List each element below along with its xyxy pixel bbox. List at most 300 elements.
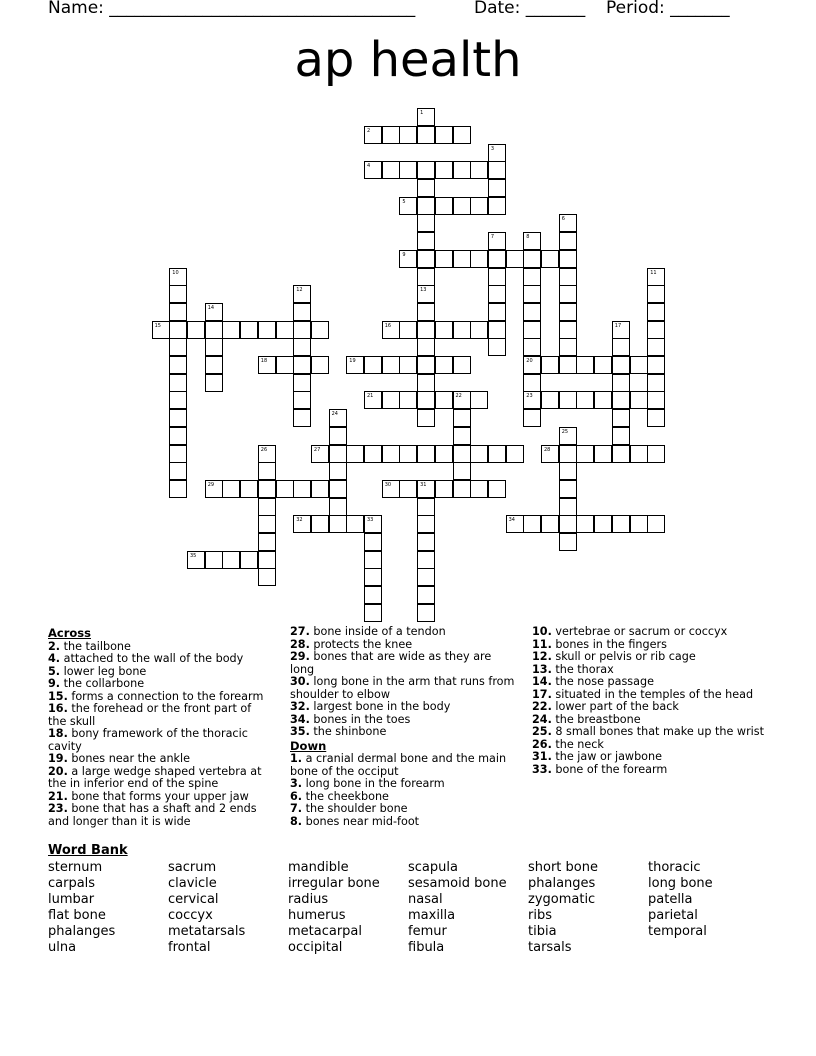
grid-cell[interactable] bbox=[612, 445, 630, 463]
grid-cell[interactable] bbox=[293, 356, 311, 374]
grid-cell[interactable] bbox=[417, 321, 435, 339]
clue-number: 30 bbox=[384, 481, 392, 488]
grid-cell[interactable] bbox=[417, 586, 435, 604]
grid-cell[interactable] bbox=[205, 374, 223, 392]
word-bank-entry: scapula bbox=[408, 860, 458, 875]
grid-cell[interactable] bbox=[329, 498, 347, 516]
grid-cell[interactable] bbox=[329, 409, 347, 427]
grid-cell[interactable] bbox=[293, 303, 311, 321]
grid-cell[interactable] bbox=[169, 303, 187, 321]
grid-cell[interactable] bbox=[488, 303, 506, 321]
grid-cell[interactable] bbox=[488, 445, 506, 463]
grid-cell[interactable] bbox=[488, 144, 506, 162]
grid-cell[interactable] bbox=[169, 480, 187, 498]
grid-cell[interactable] bbox=[417, 551, 435, 569]
clue-item: 6. the cheekbone bbox=[290, 789, 389, 803]
grid-cell[interactable] bbox=[523, 391, 541, 409]
grid-cell[interactable] bbox=[258, 462, 276, 480]
grid-cell[interactable] bbox=[169, 321, 187, 339]
word-bank-entry: long bone bbox=[648, 876, 713, 891]
period-field-label: Period: _______ bbox=[606, 0, 730, 18]
date-field-label: Date: _______ bbox=[474, 0, 586, 18]
clue-item: 20. a large wedge shaped vertebra at the in inferior end of the spine bbox=[48, 764, 262, 790]
grid-cell[interactable] bbox=[559, 338, 577, 356]
grid-cell[interactable] bbox=[417, 126, 435, 144]
grid-cell[interactable] bbox=[382, 391, 400, 409]
grid-cell[interactable] bbox=[205, 321, 223, 339]
grid-cell[interactable] bbox=[523, 268, 541, 286]
clue-number: 32 bbox=[296, 517, 303, 524]
grid-cell[interactable] bbox=[205, 303, 223, 321]
clue-number: 33 bbox=[367, 517, 374, 524]
grid-cell[interactable] bbox=[364, 391, 382, 409]
grid-cell[interactable] bbox=[364, 586, 382, 604]
grid-cell[interactable] bbox=[559, 268, 577, 286]
clue-number: 31 bbox=[420, 481, 427, 488]
grid-cell[interactable] bbox=[311, 515, 329, 533]
grid-cell[interactable] bbox=[647, 338, 665, 356]
grid-cell[interactable] bbox=[258, 480, 276, 498]
word-bank-entry: maxilla bbox=[408, 908, 456, 923]
clue-item: 23. bone that has a shaft and 2 ends and longer than it is wide bbox=[48, 802, 257, 828]
grid-cell[interactable] bbox=[435, 161, 453, 179]
grid-cell[interactable] bbox=[169, 338, 187, 356]
grid-cell[interactable] bbox=[453, 161, 471, 179]
grid-cell[interactable] bbox=[187, 321, 205, 339]
clue-item: 7. the shoulder bone bbox=[290, 802, 408, 815]
grid-cell[interactable] bbox=[329, 445, 347, 463]
grid-cell[interactable] bbox=[187, 551, 205, 569]
grid-cell[interactable] bbox=[417, 480, 435, 498]
grid-cell[interactable] bbox=[364, 445, 382, 463]
grid-cell[interactable] bbox=[417, 338, 435, 356]
grid-cell[interactable] bbox=[523, 250, 541, 268]
clue-item: 31. the jaw or jawbone bbox=[532, 750, 663, 763]
grid-cell[interactable] bbox=[523, 338, 541, 356]
grid-cell[interactable] bbox=[364, 551, 382, 569]
grid-cell[interactable] bbox=[559, 462, 577, 480]
word-bank-entry: metacarpal bbox=[288, 924, 363, 939]
grid-cell[interactable] bbox=[346, 515, 364, 533]
grid-cell[interactable] bbox=[630, 445, 648, 463]
grid-cell[interactable] bbox=[417, 515, 435, 533]
grid-cell[interactable] bbox=[258, 533, 276, 551]
word-bank-entry: ulna bbox=[48, 940, 77, 955]
grid-cell[interactable] bbox=[399, 356, 417, 374]
clue-number: 5 bbox=[402, 198, 406, 205]
grid-cell[interactable] bbox=[630, 356, 648, 374]
grid-cell[interactable] bbox=[576, 445, 594, 463]
grid-cell[interactable] bbox=[541, 356, 559, 374]
grid-cell[interactable] bbox=[470, 250, 488, 268]
grid-cell[interactable] bbox=[293, 409, 311, 427]
grid-cell[interactable] bbox=[559, 445, 577, 463]
clue-item: 22. lower part of the back bbox=[532, 700, 679, 713]
name-field-label: Name: ____________________________________ bbox=[48, 0, 416, 18]
grid-cell[interactable] bbox=[559, 498, 577, 516]
grid-cell[interactable] bbox=[364, 356, 382, 374]
clue-item: 2. the tailbone bbox=[48, 639, 131, 653]
grid-cell[interactable] bbox=[329, 515, 347, 533]
clue-number: 21 bbox=[367, 393, 374, 400]
grid-cell[interactable] bbox=[488, 250, 506, 268]
grid-cell[interactable] bbox=[559, 250, 577, 268]
clue-item: 29. bones that are wide as they are long bbox=[290, 650, 492, 676]
grid-cell[interactable] bbox=[417, 533, 435, 551]
clue-item: 10. vertebrae or sacrum or coccyx bbox=[532, 625, 728, 638]
clue-item: 13. the thorax bbox=[532, 662, 614, 676]
clue-item: 11. bones in the fingers bbox=[532, 637, 667, 651]
grid-cell[interactable] bbox=[594, 356, 612, 374]
grid-cell[interactable] bbox=[258, 445, 276, 463]
grid-cell[interactable] bbox=[222, 480, 240, 498]
grid-cell[interactable] bbox=[293, 285, 311, 303]
grid-cell[interactable] bbox=[435, 250, 453, 268]
grid-cell[interactable] bbox=[470, 321, 488, 339]
grid-cell[interactable] bbox=[647, 268, 665, 286]
grid-cell[interactable] bbox=[258, 551, 276, 569]
grid-cell[interactable] bbox=[435, 356, 453, 374]
grid-cell[interactable] bbox=[169, 374, 187, 392]
grid-cell[interactable] bbox=[276, 321, 294, 339]
grid-cell[interactable] bbox=[594, 391, 612, 409]
grid-cell[interactable] bbox=[612, 374, 630, 392]
grid-cell[interactable] bbox=[559, 285, 577, 303]
clue-item: 4. attached to the wall of the body bbox=[48, 652, 244, 665]
grid-cell[interactable] bbox=[612, 391, 630, 409]
grid-cell[interactable] bbox=[523, 409, 541, 427]
grid-cell[interactable] bbox=[559, 533, 577, 551]
grid-cell[interactable] bbox=[311, 356, 329, 374]
clue-item: 34. bones in the toes bbox=[290, 712, 411, 726]
word-bank-entry: zygomatic bbox=[528, 892, 596, 907]
grid-cell[interactable] bbox=[488, 338, 506, 356]
grid-cell[interactable] bbox=[630, 391, 648, 409]
grid-cell[interactable] bbox=[488, 161, 506, 179]
grid-cell[interactable] bbox=[293, 515, 311, 533]
word-bank-entry: cervical bbox=[168, 892, 219, 907]
grid-cell[interactable] bbox=[523, 356, 541, 374]
grid-cell[interactable] bbox=[541, 515, 559, 533]
grid-cell[interactable] bbox=[417, 409, 435, 427]
grid-cell[interactable] bbox=[399, 161, 417, 179]
clue-number: 7 bbox=[490, 234, 495, 241]
clue-item: 19. bones near the ankle bbox=[48, 752, 191, 765]
grid-cell[interactable] bbox=[205, 356, 223, 374]
word-bank-entry: thoracic bbox=[648, 860, 701, 875]
grid-cell[interactable] bbox=[382, 126, 400, 144]
grid-cell[interactable] bbox=[488, 232, 506, 250]
grid-cell[interactable] bbox=[435, 391, 453, 409]
grid-cell[interactable] bbox=[169, 391, 187, 409]
grid-cell[interactable] bbox=[541, 391, 559, 409]
grid-cell[interactable] bbox=[417, 356, 435, 374]
word-bank-entry: short bone bbox=[528, 860, 598, 875]
grid-cell[interactable] bbox=[293, 338, 311, 356]
grid-cell[interactable] bbox=[488, 321, 506, 339]
clue-item: 16. the forehead or the front part of the skull bbox=[48, 702, 252, 728]
grid-cell[interactable] bbox=[559, 303, 577, 321]
grid-cell[interactable] bbox=[559, 356, 577, 374]
grid-cell[interactable] bbox=[647, 515, 665, 533]
grid-cell[interactable] bbox=[506, 250, 524, 268]
grid-cell[interactable] bbox=[453, 427, 471, 445]
grid-cell[interactable] bbox=[523, 321, 541, 339]
grid-cell[interactable] bbox=[453, 409, 471, 427]
clue-number: 2 bbox=[367, 127, 371, 134]
word-bank-column bbox=[528, 860, 598, 956]
grid-cell[interactable] bbox=[169, 409, 187, 427]
word-bank-title: Word Bank bbox=[48, 843, 128, 858]
clue-item: 17. situated in the temples of the head bbox=[532, 687, 754, 701]
grid-cell[interactable] bbox=[453, 480, 471, 498]
grid-cell[interactable] bbox=[612, 338, 630, 356]
grid-cell[interactable] bbox=[470, 445, 488, 463]
clue-item: 15. forms a connection to the forearm bbox=[48, 689, 264, 703]
grid-cell[interactable] bbox=[612, 356, 630, 374]
word-bank-entry: ribs bbox=[528, 908, 552, 923]
grid-cell[interactable] bbox=[453, 126, 471, 144]
grid-cell[interactable] bbox=[399, 197, 417, 215]
grid-cell[interactable] bbox=[417, 285, 435, 303]
grid-cell[interactable] bbox=[647, 285, 665, 303]
word-bank-entry: phalanges bbox=[48, 924, 116, 939]
grid-cell[interactable] bbox=[293, 321, 311, 339]
grid-cell[interactable] bbox=[435, 126, 453, 144]
grid-cell[interactable] bbox=[329, 480, 347, 498]
grid-cell[interactable] bbox=[240, 551, 258, 569]
grid-cell[interactable] bbox=[399, 445, 417, 463]
grid-cell[interactable] bbox=[169, 427, 187, 445]
grid-cell[interactable] bbox=[417, 161, 435, 179]
grid-cell[interactable] bbox=[523, 515, 541, 533]
grid-cell[interactable] bbox=[612, 427, 630, 445]
grid-cell[interactable] bbox=[453, 197, 471, 215]
grid-cell[interactable] bbox=[205, 338, 223, 356]
grid-cell[interactable] bbox=[435, 480, 453, 498]
grid-cell[interactable] bbox=[240, 321, 258, 339]
word-bank-entry: flat bone bbox=[48, 908, 106, 923]
grid-cell[interactable] bbox=[576, 356, 594, 374]
grid-cell[interactable] bbox=[612, 409, 630, 427]
grid-cell[interactable] bbox=[576, 391, 594, 409]
clue-number: 10 bbox=[172, 269, 179, 276]
grid-cell[interactable] bbox=[364, 126, 382, 144]
grid-cell[interactable] bbox=[541, 445, 559, 463]
word-bank-entry: tarsals bbox=[528, 940, 572, 955]
grid-cell[interactable] bbox=[594, 515, 612, 533]
grid-cell[interactable] bbox=[559, 214, 577, 232]
grid-cell[interactable] bbox=[417, 374, 435, 392]
grid-cell[interactable] bbox=[417, 108, 435, 126]
grid-cell[interactable] bbox=[559, 232, 577, 250]
grid-cell[interactable] bbox=[417, 197, 435, 215]
grid-cell[interactable] bbox=[293, 480, 311, 498]
grid-cell[interactable] bbox=[382, 356, 400, 374]
grid-cell[interactable] bbox=[276, 356, 294, 374]
grid-cell[interactable] bbox=[258, 515, 276, 533]
clue-number: 23 bbox=[526, 393, 533, 400]
grid-cell[interactable] bbox=[647, 445, 665, 463]
clue-number: 3 bbox=[490, 145, 495, 152]
word-bank-entry: irregular bone bbox=[288, 876, 380, 891]
grid-cell[interactable] bbox=[647, 321, 665, 339]
clue-number: 13 bbox=[420, 287, 427, 294]
grid-cell[interactable] bbox=[382, 161, 400, 179]
grid-cell[interactable] bbox=[382, 445, 400, 463]
grid-cell[interactable] bbox=[364, 161, 382, 179]
clue-item: 24. the breastbone bbox=[532, 712, 641, 726]
grid-cell[interactable] bbox=[311, 480, 329, 498]
grid-cell[interactable] bbox=[559, 321, 577, 339]
grid-cell[interactable] bbox=[435, 197, 453, 215]
grid-cell[interactable] bbox=[453, 356, 471, 374]
grid-cell[interactable] bbox=[417, 568, 435, 586]
grid-cell[interactable] bbox=[453, 391, 471, 409]
grid-cell[interactable] bbox=[152, 321, 170, 339]
grid-cell[interactable] bbox=[364, 533, 382, 551]
grid-cell[interactable] bbox=[399, 250, 417, 268]
grid-cell[interactable] bbox=[205, 480, 223, 498]
grid-cell[interactable] bbox=[329, 427, 347, 445]
grid-cell[interactable] bbox=[612, 321, 630, 339]
grid-cell[interactable] bbox=[417, 232, 435, 250]
word-bank-entry: fibula bbox=[408, 940, 445, 955]
grid-cell[interactable] bbox=[488, 268, 506, 286]
grid-cell[interactable] bbox=[470, 391, 488, 409]
grid-cell[interactable] bbox=[506, 445, 524, 463]
grid-cell[interactable] bbox=[399, 480, 417, 498]
grid-cell[interactable] bbox=[399, 391, 417, 409]
grid-cell[interactable] bbox=[453, 321, 471, 339]
clue-number: 27 bbox=[313, 446, 321, 453]
grid-cell[interactable] bbox=[169, 356, 187, 374]
grid-cell[interactable] bbox=[417, 391, 435, 409]
grid-cell[interactable] bbox=[329, 462, 347, 480]
grid-cell[interactable] bbox=[417, 268, 435, 286]
grid-cell[interactable] bbox=[594, 445, 612, 463]
grid-cell[interactable] bbox=[470, 480, 488, 498]
grid-cell[interactable] bbox=[523, 374, 541, 392]
grid-cell[interactable] bbox=[169, 285, 187, 303]
word-bank-entry: tibia bbox=[528, 924, 557, 939]
grid-cell[interactable] bbox=[169, 462, 187, 480]
clue-number: 4 bbox=[367, 163, 371, 170]
grid-cell[interactable] bbox=[382, 480, 400, 498]
clue-item: 14. the nose passage bbox=[532, 675, 654, 688]
grid-cell[interactable] bbox=[293, 391, 311, 409]
grid-cell[interactable] bbox=[399, 321, 417, 339]
grid-cell[interactable] bbox=[630, 515, 648, 533]
grid-cell[interactable] bbox=[240, 480, 258, 498]
grid-cell[interactable] bbox=[311, 445, 329, 463]
grid-cell[interactable] bbox=[417, 214, 435, 232]
word-bank-entry: sternum bbox=[48, 860, 103, 875]
grid-cell[interactable] bbox=[435, 445, 453, 463]
grid-cell[interactable] bbox=[488, 480, 506, 498]
clue-item: 25. 8 small bones that make up the wrist bbox=[532, 725, 765, 738]
grid-cell[interactable] bbox=[205, 551, 223, 569]
grid-cell[interactable] bbox=[258, 321, 276, 339]
grid-cell[interactable] bbox=[382, 321, 400, 339]
grid-cell[interactable] bbox=[276, 480, 294, 498]
grid-cell[interactable] bbox=[470, 197, 488, 215]
grid-cell[interactable] bbox=[311, 321, 329, 339]
grid-cell[interactable] bbox=[222, 551, 240, 569]
grid-cell[interactable] bbox=[417, 498, 435, 516]
grid-cell[interactable] bbox=[364, 515, 382, 533]
grid-cell[interactable] bbox=[453, 462, 471, 480]
grid-cell[interactable] bbox=[541, 250, 559, 268]
clue-number: 22 bbox=[455, 393, 462, 400]
grid-cell[interactable] bbox=[399, 126, 417, 144]
grid-cell[interactable] bbox=[417, 303, 435, 321]
clue-number: 15 bbox=[154, 322, 161, 329]
grid-cell[interactable] bbox=[523, 285, 541, 303]
clue-number: 16 bbox=[384, 322, 392, 329]
grid-cell[interactable] bbox=[417, 604, 435, 622]
clue-item: 26. the neck bbox=[532, 737, 604, 751]
grid-cell[interactable] bbox=[346, 445, 364, 463]
grid-cell[interactable] bbox=[417, 250, 435, 268]
grid-cell[interactable] bbox=[488, 197, 506, 215]
word-bank-entry: humerus bbox=[288, 908, 346, 923]
grid-cell[interactable] bbox=[453, 445, 471, 463]
grid-cell[interactable] bbox=[470, 161, 488, 179]
grid-cell[interactable] bbox=[488, 285, 506, 303]
grid-cell[interactable] bbox=[222, 321, 240, 339]
clue-item: 5. lower leg bone bbox=[48, 664, 147, 678]
grid-cell[interactable] bbox=[576, 515, 594, 533]
word-bank-entry: temporal bbox=[648, 924, 707, 939]
grid-cell[interactable] bbox=[488, 179, 506, 197]
grid-cell[interactable] bbox=[647, 303, 665, 321]
grid-cell[interactable] bbox=[559, 391, 577, 409]
grid-cell[interactable] bbox=[647, 374, 665, 392]
grid-cell[interactable] bbox=[364, 604, 382, 622]
grid-cell[interactable] bbox=[612, 515, 630, 533]
word-bank-entry: patella bbox=[648, 892, 693, 907]
grid-cell[interactable] bbox=[346, 356, 364, 374]
grid-cell[interactable] bbox=[647, 391, 665, 409]
grid-cell[interactable] bbox=[417, 445, 435, 463]
grid-cell[interactable] bbox=[258, 356, 276, 374]
grid-cell[interactable] bbox=[169, 445, 187, 463]
grid-cell[interactable] bbox=[169, 268, 187, 286]
grid-cell[interactable] bbox=[559, 480, 577, 498]
grid-cell[interactable] bbox=[523, 303, 541, 321]
grid-cell[interactable] bbox=[453, 250, 471, 268]
grid-cell[interactable] bbox=[559, 515, 577, 533]
grid-cell[interactable] bbox=[293, 374, 311, 392]
clues-column-2 bbox=[290, 626, 515, 828]
grid-cell[interactable] bbox=[523, 232, 541, 250]
grid-cell[interactable] bbox=[647, 356, 665, 374]
grid-cell[interactable] bbox=[364, 568, 382, 586]
grid-cell[interactable] bbox=[647, 409, 665, 427]
grid-cell[interactable] bbox=[258, 568, 276, 586]
grid-cell[interactable] bbox=[506, 515, 524, 533]
clue-item: 27. bone inside of a tendon bbox=[290, 625, 446, 638]
clues-column-3 bbox=[532, 626, 772, 776]
grid-cell[interactable] bbox=[417, 179, 435, 197]
word-bank-entry: femur bbox=[408, 924, 447, 939]
grid-cell[interactable] bbox=[435, 321, 453, 339]
grid-cell[interactable] bbox=[559, 427, 577, 445]
clue-item: 3. long bone in the forearm bbox=[290, 777, 445, 790]
clue-number: 1 bbox=[420, 110, 424, 117]
grid-cell[interactable] bbox=[258, 498, 276, 516]
